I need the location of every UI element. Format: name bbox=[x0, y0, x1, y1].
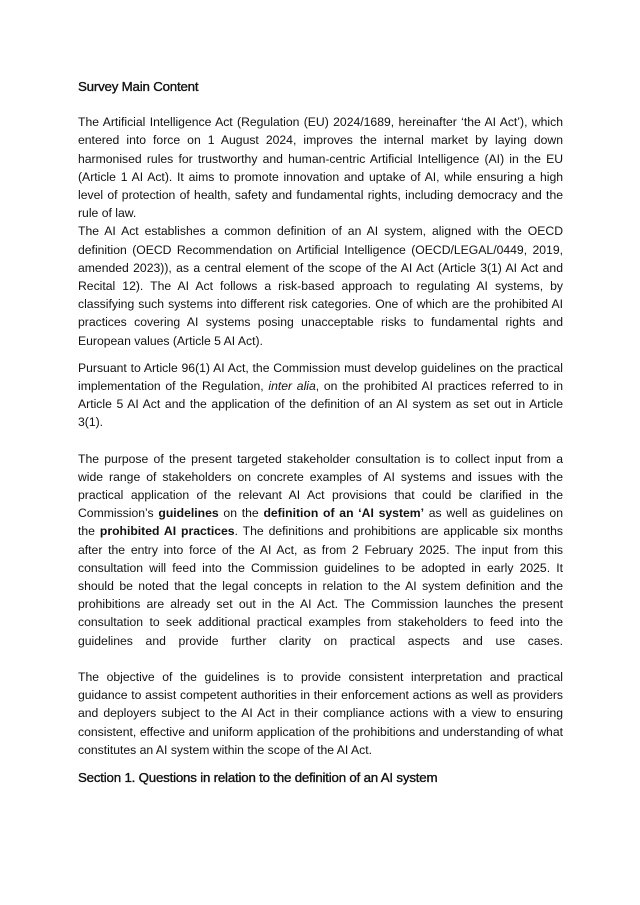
paragraph-intro: The Artificial Intelligence Act (Regulation (EU) 2024/1689, hereinafter ‘the AI Act’), which entered into force on 1 August 2024, improves the internal market by laying down harmonised rules for trustworthy and human-centric Artificial Intelligence (AI) in the EU (Article 1 AI Act). It aims to promote innovation and uptake of AI, while ensuring a high level of protection of health, safety and fundamental rights, including democracy and the rule of law. bbox=[78, 115, 563, 221]
section-heading: Section 1. Questions in relation to the definition of an AI system bbox=[78, 769, 438, 785]
document-page bbox=[78, 78, 563, 787]
paragraph-ai-definition: The AI Act establishes a common definition of an AI system, aligned with the OECD definition (OECD Recommendation on Artificial Intelligence (OECD/LEGAL/0449, 2019, amended 2023)), as a central element of the scope of the AI Act (Article 3(1) AI Act and Recital 12). The AI Act follows a risk-based approach to regulating AI systems, by classifying such systems into different risk categories. One of which are the prohibited AI practices covering AI systems posing unacceptable risks to fundamental rights and European values (Article 5 AI Act). bbox=[78, 224, 563, 348]
paragraph-objective: The objective of the guidelines is to provide consistent interpretation and practical guidance to assist competent authorities in their enforcement actions as well as providers and deployers subject to the AI Act in their compliance actions with a view to ensuring consistent, effective and uniform application of the prohibitions and understanding of what constitutes an AI system within the scope of the AI Act. bbox=[78, 669, 563, 757]
page-title: Survey Main Content bbox=[78, 79, 199, 94]
paragraph-article-96: Pursuant to Article 96(1) AI Act, the Commission must develop guidelines on the practical implementation of the Regulation, inter alia, on the prohibited AI practices referred to in Article 5 AI Act and the application of the definition of an AI system as set out in Article 3(1). bbox=[78, 360, 563, 430]
paragraph-purpose: The purpose of the present targeted stakeholder consultation is to collect input from a wide range of stakeholders on concrete examples of AI systems and issues with the practical application of the relevant AI Act provisions that could be clarified in the Commission’s guidelines on the definition of an ‘AI system’ as well as guidelines on the prohibited AI practices. The definitions and prohibitions are applicable six months after the entry into force of the AI Act, as from 2 February 2025. The input from this consultation will feed into the Commission guidelines to be adopted in early 2025. It should be noted that the legal concepts in relation to the AI system definition and the prohibitions are already set out in the AI Act. The Commission launches the present consultation to seek additional practical examples from stakeholders to feed into the guidelines and provide further clarity on practical aspects and use cases. bbox=[78, 451, 563, 648]
